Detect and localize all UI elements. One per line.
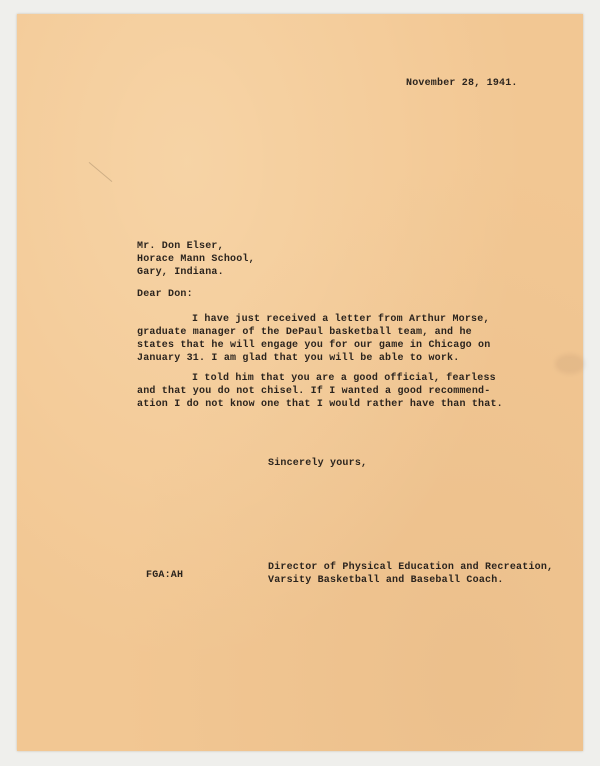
- paragraph-line: January 31. I am glad that you will be able to work.: [137, 353, 460, 364]
- paper-mark: [89, 162, 113, 182]
- body-paragraph-2: [137, 372, 503, 411]
- paragraph-line: states that he will engage you for our game in Chicago on: [137, 340, 491, 351]
- signature-line: Director of Physical Education and Recreation,: [268, 562, 554, 573]
- address-line: Horace Mann School,: [137, 254, 255, 265]
- typist-initials: FGA:AH: [146, 570, 184, 581]
- body-paragraph-1: [137, 313, 490, 365]
- paragraph-line: I told him that you are a good official, fearless: [192, 373, 496, 384]
- paper-smudge: [555, 354, 585, 374]
- paragraph-line: ation I do not know one that I would rather have than that.: [137, 399, 503, 410]
- paragraph-line: graduate manager of the DePaul basketball team, and he: [137, 327, 472, 338]
- salutation: Dear Don:: [137, 289, 193, 300]
- signature-line: Varsity Basketball and Baseball Coach.: [268, 575, 504, 586]
- letter-page: [17, 14, 583, 751]
- letter-date: November 28, 1941.: [406, 78, 518, 89]
- address-line: Mr. Don Elser,: [137, 241, 224, 252]
- signature-block: [268, 561, 553, 587]
- paragraph-line: and that you do not chisel. If I wanted a good recommend-: [137, 386, 491, 397]
- address-line: Gary, Indiana.: [137, 267, 224, 278]
- closing: Sincerely yours,: [268, 458, 368, 469]
- paragraph-line: I have just received a letter from Arthur Morse,: [192, 314, 490, 325]
- recipient-address: [137, 240, 255, 279]
